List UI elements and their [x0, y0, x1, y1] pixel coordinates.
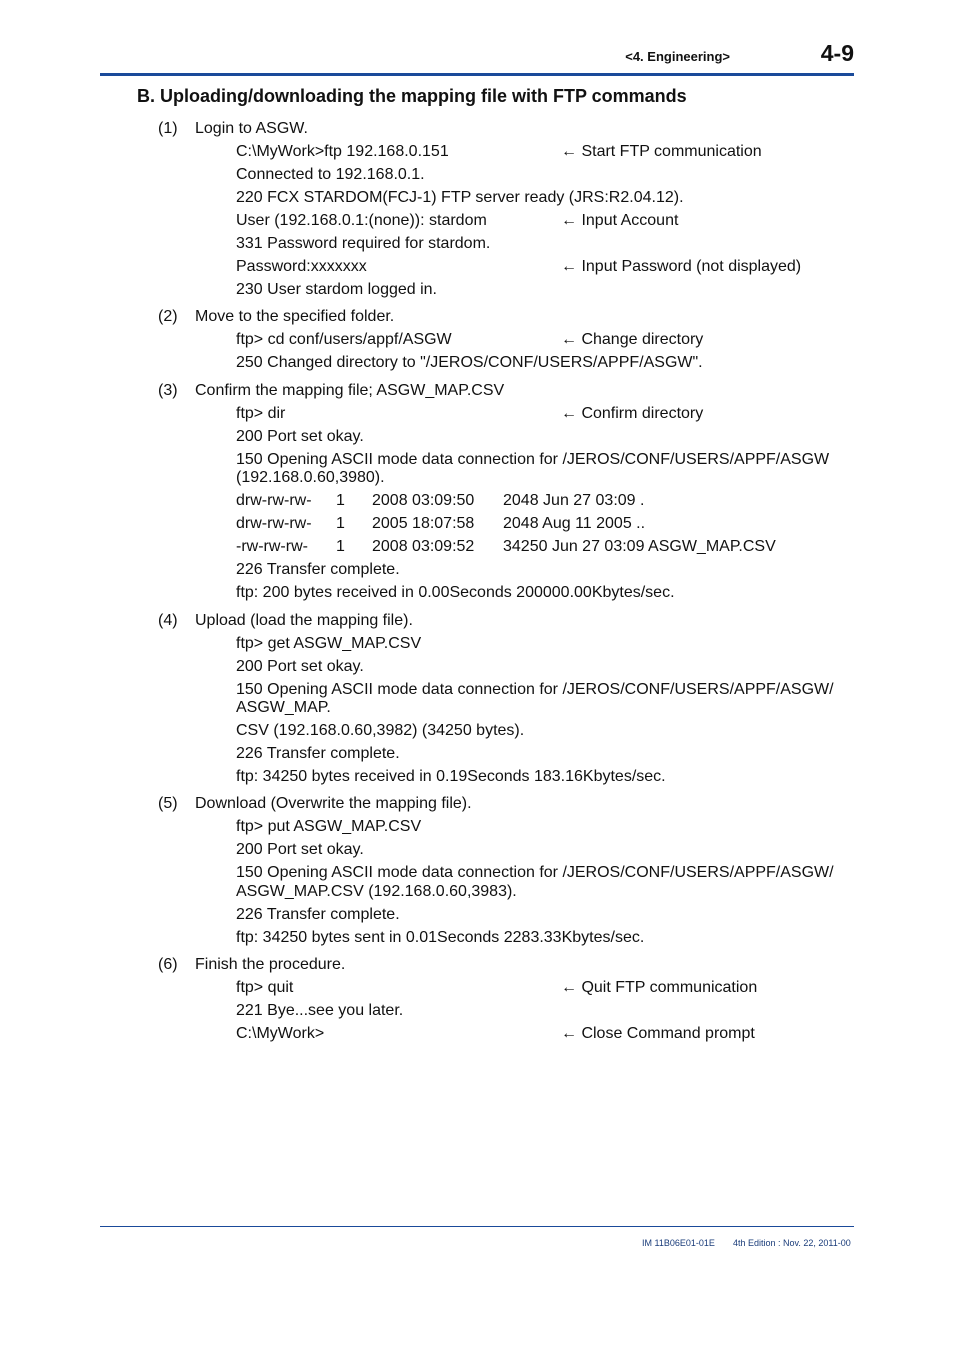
command-note: ← Confirm directory — [561, 405, 704, 422]
command-line: ASGW_MAP. — [236, 699, 331, 716]
command-line: 226 Transfer complete. — [236, 906, 400, 923]
command-note: ← Start FTP communication — [561, 143, 762, 160]
document-id: IM 11B06E01-01E — [642, 1238, 715, 1248]
listing-links: 1 — [336, 492, 345, 509]
command-line: ftp> cd conf/users/appf/ASGW — [236, 331, 452, 348]
command-line: Password:xxxxxxx — [236, 258, 367, 275]
step-number: (5) — [158, 795, 178, 812]
command-line: ftp> get ASGW_MAP.CSV — [236, 635, 422, 652]
command-line: 220 FCX STARDOM(FCJ-1) FTP server ready (JRS:R2.04.12). — [236, 189, 684, 206]
command-line: 226 Transfer complete. — [236, 745, 400, 762]
listing-perm: drw-rw-rw- — [236, 515, 312, 532]
command-line: C:\MyWork>ftp 192.168.0.151 — [236, 143, 449, 160]
listing-time: 2008 03:09:52 — [372, 538, 475, 555]
chapter-label: <4. Engineering> — [625, 49, 730, 64]
command-line: 250 Changed directory to "/JEROS/CONF/USERS/APPF/ASGW". — [236, 354, 703, 371]
listing-links: 1 — [336, 538, 345, 555]
listing-time: 2008 03:09:50 — [372, 492, 475, 509]
listing-links: 1 — [336, 515, 345, 532]
step-title: Finish the procedure. — [195, 956, 346, 973]
step-title: Confirm the mapping file; ASGW_MAP.CSV — [195, 382, 505, 399]
section-title: B. Uploading/downloading the mapping file with FTP commands — [137, 86, 687, 106]
listing-perm: drw-rw-rw- — [236, 492, 312, 509]
command-line: (192.168.0.60,3980). — [236, 469, 385, 486]
command-line: ftp: 34250 bytes received in 0.19Seconds 183.16Kbytes/sec. — [236, 768, 666, 785]
step-title: Upload (load the mapping file). — [195, 612, 413, 629]
command-line: 226 Transfer complete. — [236, 561, 400, 578]
command-line: User (192.168.0.1:(none)): stardom — [236, 212, 487, 229]
command-line: 150 Opening ASCII mode data connection for /JEROS/CONF/USERS/APPF/ASGW — [236, 451, 830, 468]
page-number: 4-9 — [820, 40, 854, 66]
listing-perm: -rw-rw-rw- — [236, 538, 308, 555]
command-note: ← Change directory — [561, 331, 704, 348]
edition-info: 4th Edition : Nov. 22, 2011-00 — [733, 1238, 851, 1248]
command-line: Connected to 192.168.0.1. — [236, 166, 425, 183]
step-number: (6) — [158, 956, 178, 973]
header-divider — [100, 73, 854, 76]
command-line: ftp> dir — [236, 405, 286, 422]
step-number: (1) — [158, 120, 178, 137]
step-title: Download (Overwrite the mapping file). — [195, 795, 472, 812]
command-line: 230 User stardom logged in. — [236, 281, 437, 298]
command-line: 150 Opening ASCII mode data connection for /JEROS/CONF/USERS/APPF/ASGW/ — [236, 681, 834, 698]
command-line: 200 Port set okay. — [236, 658, 364, 675]
command-line: ftp> quit — [236, 979, 294, 996]
step-title: Move to the specified folder. — [195, 308, 395, 325]
command-line: 331 Password required for stardom. — [236, 235, 491, 252]
command-note: ← Close Command prompt — [561, 1025, 755, 1042]
command-note: ← Input Password (not displayed) — [561, 258, 802, 275]
listing-info: 2048 Aug 11 2005 .. — [503, 515, 646, 532]
command-line: ftp: 34250 bytes sent in 0.01Seconds 2283.33Kbytes/sec. — [236, 929, 645, 946]
listing-time: 2005 18:07:58 — [372, 515, 475, 532]
command-line: ftp> put ASGW_MAP.CSV — [236, 818, 422, 835]
step-number: (2) — [158, 308, 178, 325]
command-note: ← Input Account — [561, 212, 679, 229]
command-line: 200 Port set okay. — [236, 428, 364, 445]
command-note: ← Quit FTP communication — [561, 979, 758, 996]
command-line: ftp: 200 bytes received in 0.00Seconds 200000.00Kbytes/sec. — [236, 584, 675, 601]
step-number: (3) — [158, 382, 178, 399]
command-line: ASGW_MAP.CSV (192.168.0.60,3983). — [236, 883, 517, 900]
listing-info: 2048 Jun 27 03:09 . — [503, 492, 645, 509]
command-line: C:\MyWork> — [236, 1025, 325, 1042]
step-title: Login to ASGW. — [195, 120, 308, 137]
command-line: 150 Opening ASCII mode data connection for /JEROS/CONF/USERS/APPF/ASGW/ — [236, 864, 834, 881]
command-line: 221 Bye...see you later. — [236, 1002, 404, 1019]
command-line: 200 Port set okay. — [236, 841, 364, 858]
step-number: (4) — [158, 612, 178, 629]
listing-info: 34250 Jun 27 03:09 ASGW_MAP.CSV — [503, 538, 776, 555]
footer-divider — [100, 1226, 854, 1227]
command-line: CSV (192.168.0.60,3982) (34250 bytes). — [236, 722, 525, 739]
